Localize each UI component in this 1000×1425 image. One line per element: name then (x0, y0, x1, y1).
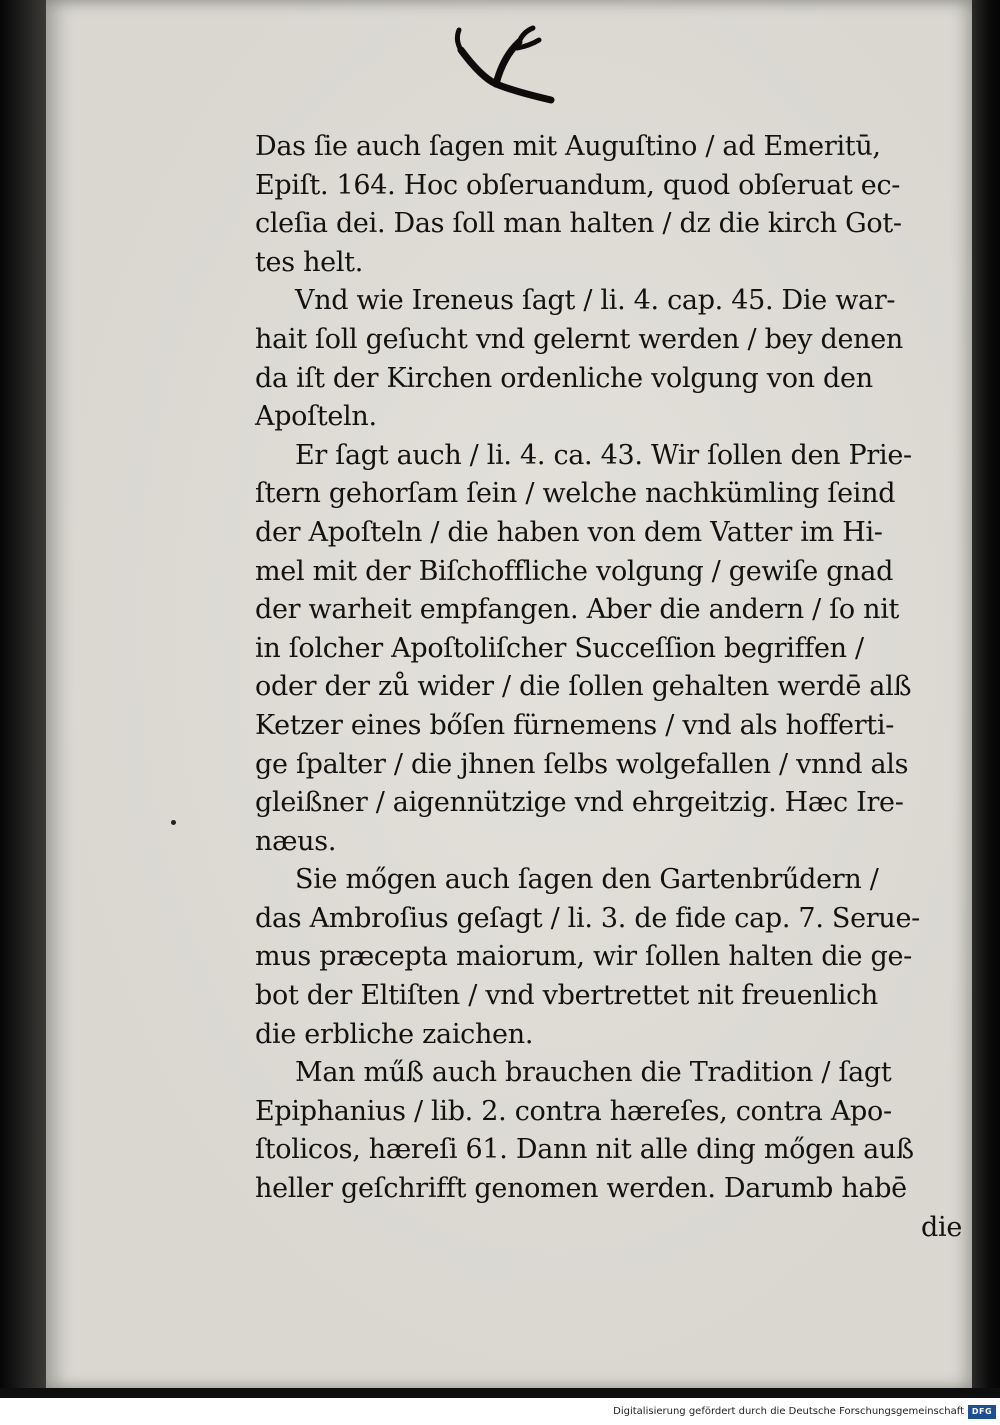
text-line-content: in ſolcher Apoſtoliſcher Succeſſion begriffen / (255, 632, 864, 664)
text-line-content: Apoſteln. (255, 401, 377, 433)
book-edge-bottom (0, 1388, 1000, 1398)
text-line (255, 707, 967, 746)
text-line-content: der warheit empfangen. Aber die andern / ſo nit (255, 594, 900, 626)
text-line-content: tes helt. (255, 246, 364, 278)
text-line (255, 553, 967, 592)
text-line-content: hait ſoll geſucht vnd gelernt werden / bey denen (255, 323, 903, 355)
text-line-content: heller geſchrifft genomen werden. Darumb habē (255, 1173, 907, 1205)
text-line (255, 823, 967, 862)
text-line (255, 1093, 967, 1132)
text-line-content: Epiphanius / lib. 2. contra hæreſes, contra Apo- (255, 1095, 892, 1127)
text-line (255, 668, 967, 707)
text-line (255, 1131, 967, 1170)
text-line (255, 938, 967, 977)
text-line (255, 1209, 967, 1248)
antler-ornament-icon (441, 22, 561, 122)
text-line-content: die (921, 1211, 962, 1243)
footer-bar (0, 1402, 1000, 1425)
text-line (255, 861, 967, 900)
text-line (255, 321, 967, 360)
text-line-content: cleſia dei. Das ſoll man halten / dz die kirch Got- (255, 208, 902, 240)
text-line-content: mel mit der Biſchoffliche volgung / gewiſe gnad (255, 555, 894, 587)
text-line (255, 784, 967, 823)
text-line-content: ſtern gehorſam ſein / welche nachkümling ſeind (255, 478, 896, 510)
text-line (255, 514, 967, 553)
text-line (255, 437, 967, 476)
text-line (255, 900, 967, 939)
text-line-content: die erbliche zaichen. (255, 1018, 534, 1050)
text-line (255, 167, 967, 206)
text-line (255, 244, 967, 283)
text-line-content: næus. (255, 825, 337, 857)
text-line-content: Das ſie auch ſagen mit Auguſtino / ad Emeritū, (255, 131, 881, 162)
text-line-content: oder der zů wider / die ſollen gehalten werdē alß (255, 671, 912, 703)
text-line (255, 128, 967, 167)
text-line-content: mus præcepta maiorum, wir ſollen halten die ge- (255, 941, 912, 973)
text-line (255, 746, 967, 785)
text-line (255, 630, 967, 669)
text-line-content: ge ſpalter / die jhnen ſelbs wolgefallen / vnnd als (255, 748, 909, 780)
margin-mark (171, 820, 176, 825)
text-line (255, 360, 967, 399)
funding-credit: Digitalisierung gefördert durch die Deutsche Forschungsgemeinschaft (613, 1406, 964, 1417)
text-line (255, 1054, 967, 1093)
text-line (255, 282, 967, 321)
text-line-content: Ketzer eines bőſen fürnemens / vnd als hofferti- (255, 709, 895, 741)
text-line-content: Er ſagt auch / li. 4. ca. 43. Wir ſollen den Prie- (295, 439, 912, 471)
book-edge-right (972, 0, 1000, 1395)
text-line-content: ſtolicos, hæreſi 61. Dann nit alle ding mőgen auß (255, 1134, 914, 1166)
book-edge-left (0, 0, 46, 1395)
text-line (255, 1016, 967, 1055)
text-line (255, 475, 967, 514)
text-line-content: Man műß auch brauchen die Tradition / ſagt (295, 1057, 892, 1089)
text-line-content: Sie mőgen auch ſagen den Gartenbrűdern / (295, 864, 879, 896)
text-line (255, 205, 967, 244)
text-block (255, 128, 967, 1247)
text-line-content: das Ambroſius geſagt / li. 3. de fide cap. 7. Serue- (255, 902, 920, 934)
text-line (255, 1170, 967, 1209)
text-line-content: Epiſt. 164. Hoc obſeruandum, quod obſeruat ec- (255, 169, 901, 201)
text-line-content: gleißner / aigennützige vnd ehrgeitzig. Hæc Ire- (255, 787, 904, 819)
text-line (255, 591, 967, 630)
text-line-content: der Apoſteln / die haben von dem Vatter im Hi- (255, 516, 883, 548)
text-line (255, 977, 967, 1016)
text-line-content: Vnd wie Ireneus ſagt / li. 4. cap. 45. Die war- (295, 285, 896, 317)
dfg-logo: DFG (968, 1405, 996, 1419)
text-line (255, 398, 967, 437)
text-line-content: da iſt der Kirchen ordenliche volgung von den (255, 362, 873, 394)
text-line-content: bot der Eltiſten / vnd vbertrettet nit freuenlich (255, 980, 878, 1012)
